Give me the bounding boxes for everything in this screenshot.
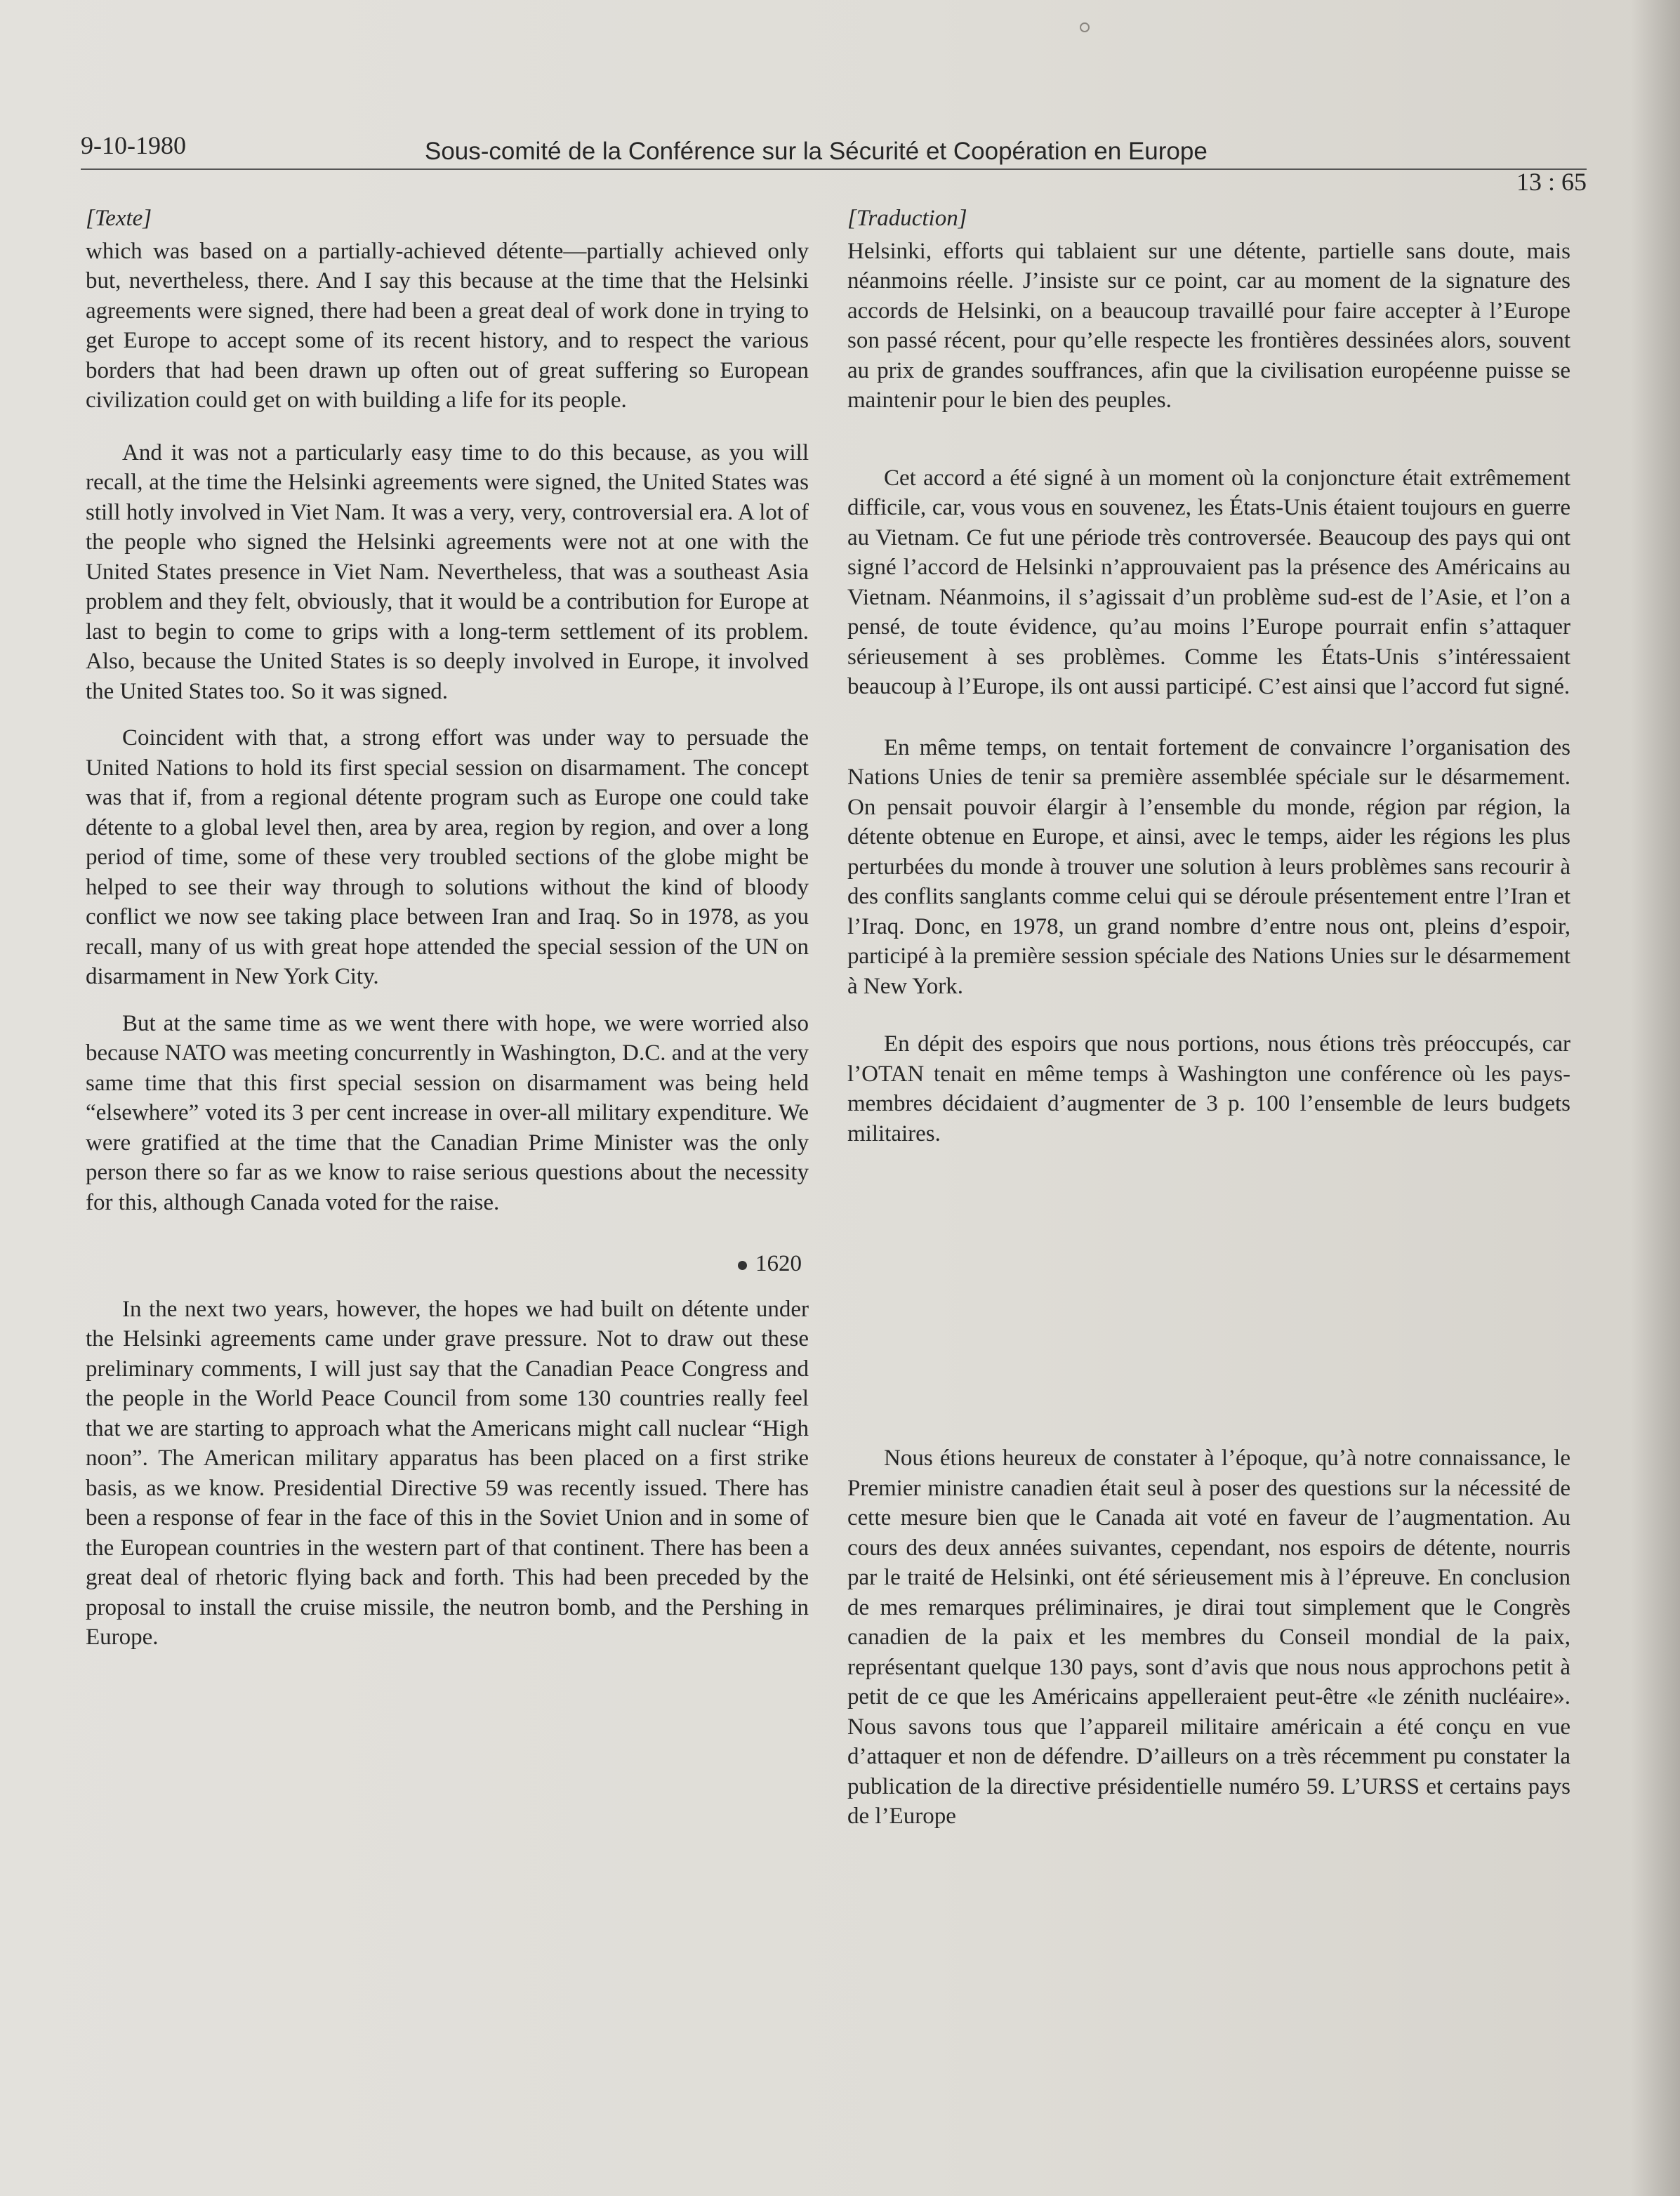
header-title: Sous-comité de la Conférence sur la Sécurité et Coopération en Europe [425,138,1208,165]
en-paragraph-4: But at the same time as we went there with hope, we were worried also because NATO was meeting concurrently in Washington, D.C. and at the very same time that this first special session on disarmament was being held “elsewhere” voted its 3 per cent increase in over-all military expenditure. We were gratified at the time that the Canadian Prime Minister was the only person there so far as we know to raise serious questions about the necessity for this, although Canada voted for the raise. [86,1010,809,1215]
fr-paragraph-2: Cet accord a été signé à un moment où la conjoncture était extrêmement difficile, car, vous vous en souvenez, les États-Unis étaient toujours en guerre au Vietnam. Ce fut une période très controversée. Beaucoup des pays qui ont signé l’accord de Helsinki n’approuvaient pas la présence des Américains au Vietnam. Néanmoins, il s’agissait d’un problème sud-est de l’Asie, et l’on a pensé, de toute évidence, qu’au moins l’Europe pourrait enfin s’attaquer sérieusement à ses problèmes. Comme les États-Unis s’intéressaient beaucoup à l’Europe, ils ont aussi participé. C’est ainsi que l’accord fut signé. [847,465,1570,699]
en-paragraph-3: Coincident with that, a strong effort was under way to persuade the United Nations to hold its first special session on disarmament. The concept was that if, from a regional détente program such as Europe one could take détente to a global level then, area by area, region by region, and over a long period of time, some of these very troubled sections of the globe might be helped to see their way through to solutions without the kind of bloody conflict we now see taking place between Iran and Iraq. So in 1978, as you recall, many of us with great hope attended the special session of the UN on disarmament in New York City. [86,725,809,989]
running-header [81,126,1587,196]
column-label-texte: [Texte] [86,206,152,231]
en-paragraph-2: And it was not a particularly easy time to do this because, as you will recall, at the time the Helsinki agreements were signed, the United States was still hotly involved in Viet Nam. It was a very, very, controversial era. A lot of the people who signed the Helsinki agreements were not at one with the United States presence in Viet Nam. Nevertheless, that was a southeast Asia problem and they felt, obviously, that it would be a contribution for Europe at last to begin to come to grips with a long-term settlement of its problem. Also, because the United States is so deeply involved in Europe, it involved the United States too. So it was signed. [86,439,809,704]
column-label-traduction: [Traduction] [847,206,967,231]
bullet-icon [738,1261,747,1270]
time-marker [86,1249,809,1279]
fr-paragraph-5: Nous étions heureux de constater à l’époque, qu’à notre connaissance, le Premier ministre canadien était seul à poser des questions sur la nécessité de cette mesure bien que le Canada ait voté en faveur de l’augmentation. Au cours des deux années suivantes, cependant, nos espoirs de détente, nourris par le traité de Helsinki, ont été sérieusement mis à l’épreuve. En conclusion de mes remarques préliminaires, je dirai tout simplement que le Congrès canadien de la paix et les membres du Conseil mondial de la paix, représentant quelque 130 pays, sont d’avis que nous nous approchons petit à petit de ce que les Américains appelleraient peut-être «le zénith nucléaire». Nous savons tous que l’appareil militaire américain a été conçu en vue d’attaquer et non de défendre. D’ailleurs on a très récemment pu constater la publication de la directive présidentielle numéro 59. L’URSS et certains pays de l’Europe [847,1446,1570,1829]
time-marker-value: 1620 [755,1251,802,1276]
french-column [847,204,1570,1832]
english-column [86,204,809,1653]
fr-paragraph-4: En dépit des espoirs que nous portions, nous étions très préoccupés, car l’OTAN tenait en même temps à Washington une conférence où les pays-membres décidaient d’augmenter de 3 p. 100 l’ensemble de leurs budgets militaires. [847,1031,1570,1146]
fr-paragraph-3: En même temps, on tentait fortement de convaincre l’organisation des Nations Unies de tenir sa première assemblée spéciale sur le désarmement. On pensait pouvoir élargir à l’ensemble du monde, région par région, la détente obtenue en Europe, et ainsi, avec le temps, aider les régions les plus perturbées du monde à trouver une solution à leurs problèmes sans recourir à des conflits sanglants comme celui qui se déroule présentement entre l’Iran et l’Iraq. Donc, en 1978, un grand nombre d’entre nous ont, pleins d’espoir, participé à la première session spéciale des Nations Unies sur le désarmement à New York. [847,734,1570,999]
paper-speck [1080,22,1090,32]
en-paragraph-5: In the next two years, however, the hopes we had built on détente under the Helsinki agreements came under grave pressure. Not to draw out these preliminary comments, I will just say that the Canadian Peace Congress and the people in the World Peace Council from some 130 countries really feel that we are starting to approach what the Americans might call nuclear “High noon”. The American military apparatus has been placed on a first strike basis, as we know. Presidential Directive 59 was recently issued. There has been a response of fear in the face of this in the Soviet Union and in some of the European countries in the western part of that continent. There has been a great deal of rhetoric flying back and forth. This had been preceded by the proposal to install the cruise missile, the neutron bomb, and the Pershing in Europe. [86,1296,809,1650]
en-paragraph-1: which was based on a partially-achieved détente—partially achieved only but, nevertheless, there. And I say this because at the time that the Helsinki agreements were signed, there had been a great deal of work done in trying to get Europe to accept some of its recent history, and to respect the various borders that had been drawn up often out of great suffering so European civilization could get on with building a life for its people. [86,238,809,413]
page-edge-shadow [1631,0,1680,2196]
header-page-number: 13 : 65 [1516,168,1587,196]
header-date: 9-10-1980 [81,131,186,159]
fr-paragraph-1: Helsinki, efforts qui tablaient sur une détente, partielle sans doute, mais néanmoins réelle. J’insiste sur ce point, car au moment de la signature des accords de Helsinki, on a beaucoup travaillé pour faire accepter à l’Europe son passé récent, pour qu’elle respecte les frontières dessinées alors, souvent au prix de grandes souffrances, afin que la civilisation européenne puisse se maintenir pour le bien des peuples. [847,238,1570,413]
